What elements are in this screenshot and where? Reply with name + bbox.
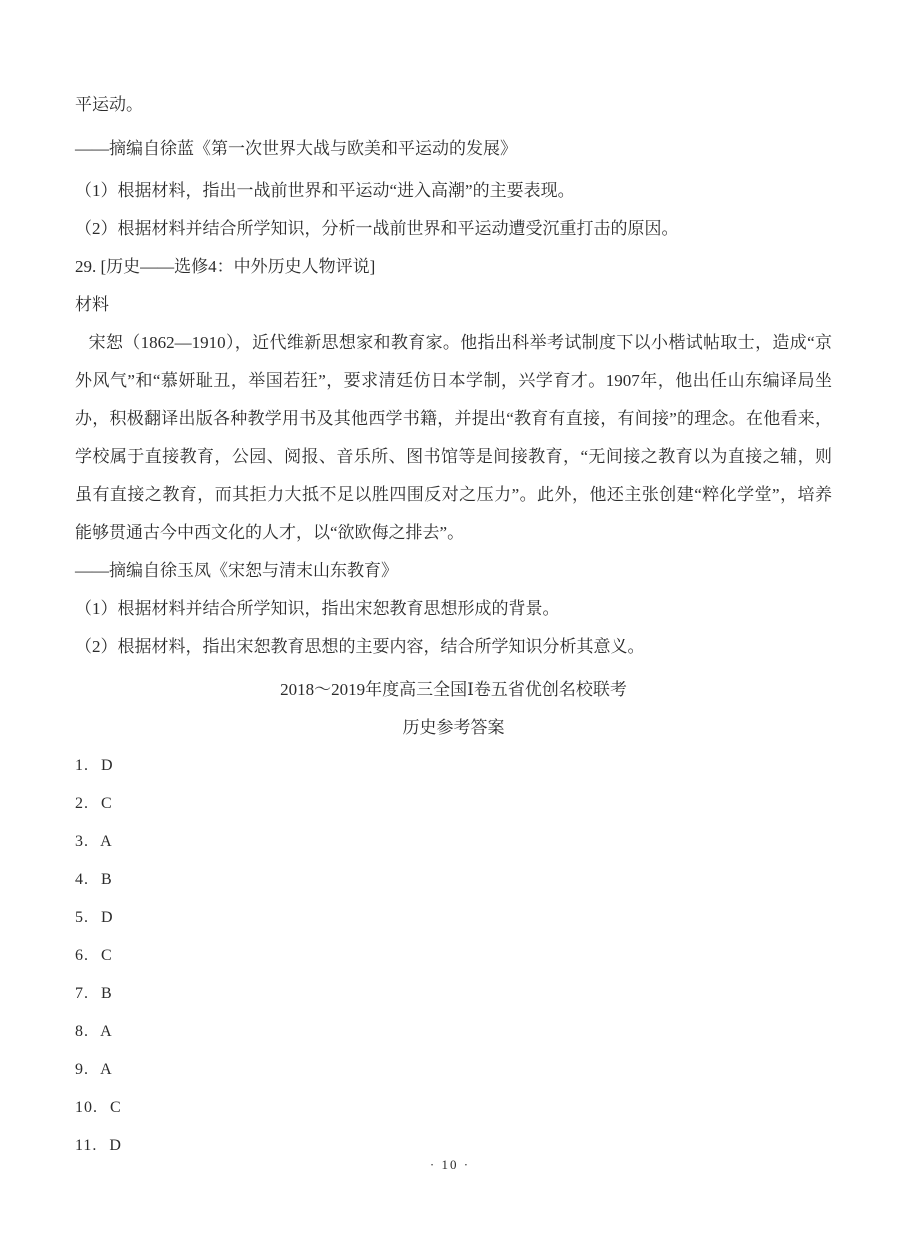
peace-question-2: （2）根据材料并结合所学知识，分析一战前世界和平运动遭受沉重打击的原因。 [75,219,679,238]
answer-key-subtitle: 历史参考答案 [402,718,505,737]
material-line: 宋恕（1862—1910），近代维新思想家和教育家。他指出科举考试制度下以小楷试帖取士，造成“京 [88,333,832,352]
material-paragraph [75,324,832,552]
material-line: 学校属于直接教育，公园、阅报、音乐所、图书馆等是间接教育，“无间接之教育以为直接之辅，则 [75,447,832,466]
answer-item: 6. C [75,947,113,964]
answer-item: 4. B [75,871,113,888]
answer-item: 7. B [75,985,113,1002]
answer-item: 5. D [75,909,114,926]
material-line: 外风气”和“慕妍耻丑，举国若狂”，要求清廷仿日本学制，兴学育才。1907年，他出任山东编译局坐 [75,371,832,390]
peace-tail-line: 平运动。 [75,95,143,114]
question29-source-citation: ——摘编自徐玉凤《宋恕与清末山东教育》 [75,561,398,580]
answer-item: 1. D [75,757,114,774]
peace-source-citation: ——摘编自徐蓝《第一次世界大战与欧美和平运动的发展》 [75,139,517,158]
material-line: 办，积极翻译出版各种教学用书及其他西学书籍，并提出“教育有直接，有间接”的理念。在他看来， [75,409,832,428]
answer-item: 2. C [75,795,113,812]
material-line: 虽有直接之教育，而其拒力大抵不足以胜四围反对之压力”。此外，他还主张创建“粹化学堂”，培养 [75,485,832,504]
answer-list [75,747,832,1165]
answer-item: 10. C [75,1099,122,1116]
material-label: 材料 [75,295,109,314]
question29-heading: 29. [历史——选修4：中外历史人物评说] [75,257,376,276]
question29-question-1: （1）根据材料并结合所学知识，指出宋恕教育思想形成的背景。 [75,599,560,618]
page-number: · 10 · [429,1157,471,1172]
answer-item: 11. D [75,1137,122,1154]
peace-question-1: （1）根据材料，指出一战前世界和平运动“进入高潮”的主要表现。 [75,181,575,200]
answer-item: 3. A [75,833,113,850]
answer-item: 8. A [75,1023,113,1040]
question29-question-2: （2）根据材料，指出宋恕教育思想的主要内容，结合所学知识分析其意义。 [75,637,645,656]
material-line: 能够贯通古今中西文化的人才，以“欲欧侮之排去”。 [75,523,465,542]
answer-key-title: 2018～2019年度高三全国Ⅰ卷五省优创名校联考 [280,680,627,699]
answer-item: 9. A [75,1061,113,1078]
